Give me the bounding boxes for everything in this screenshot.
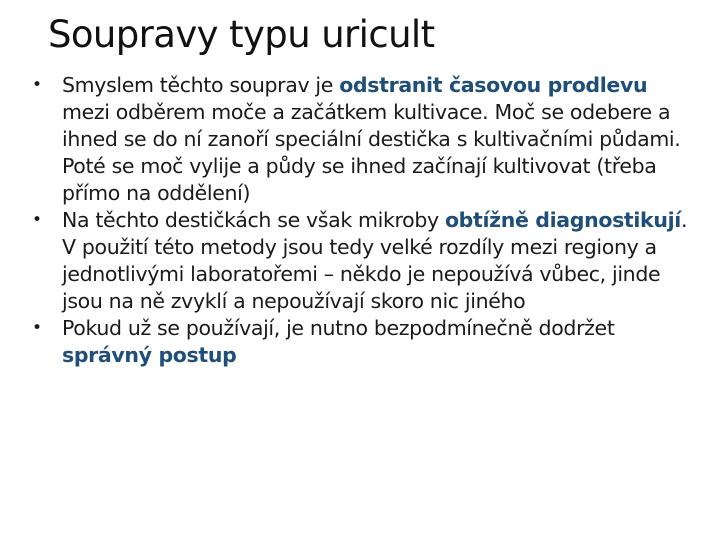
bullet-text: Na těchto destičkách se však mikroby — [62, 208, 445, 232]
bullet-list — [30, 72, 690, 369]
bullet-dot-icon: • — [32, 210, 42, 230]
bullet-highlight: obtížně diagnostikují — [444, 208, 681, 232]
bullet-dot-icon: • — [32, 75, 42, 95]
bullet-item — [30, 207, 690, 315]
bullet-text: Pokud už se používají, je nutno bezpodmínečně dodržet — [62, 316, 615, 340]
bullet-highlight: odstranit časovou prodlevu — [339, 73, 648, 97]
bullet-item — [30, 72, 690, 207]
bullet-dot-icon: • — [32, 318, 42, 338]
bullet-highlight: správný postup — [62, 343, 237, 367]
bullet-text: Smyslem těchto souprav je — [62, 73, 340, 97]
slide-title: Soupravy typu uricult — [48, 13, 435, 56]
bullet-item — [30, 315, 690, 369]
bullet-text: . V použití této metody jsou tedy velké rozdíly mezi regiony a jednotlivými laboratořemi – někdo je nepoužívá vůbec, jinde jsou na ně zvyklí a nepoužívají skoro nic jiného — [62, 208, 688, 313]
bullet-text: mezi odběrem moče a začátkem kultivace. Moč se odebere a ihned se do ní zanoří speciální destička s kultivačními půdami. Poté se moč vylije a půdy se ihned začínají kultivovat (třeba přímo na oddělení) — [62, 100, 681, 205]
